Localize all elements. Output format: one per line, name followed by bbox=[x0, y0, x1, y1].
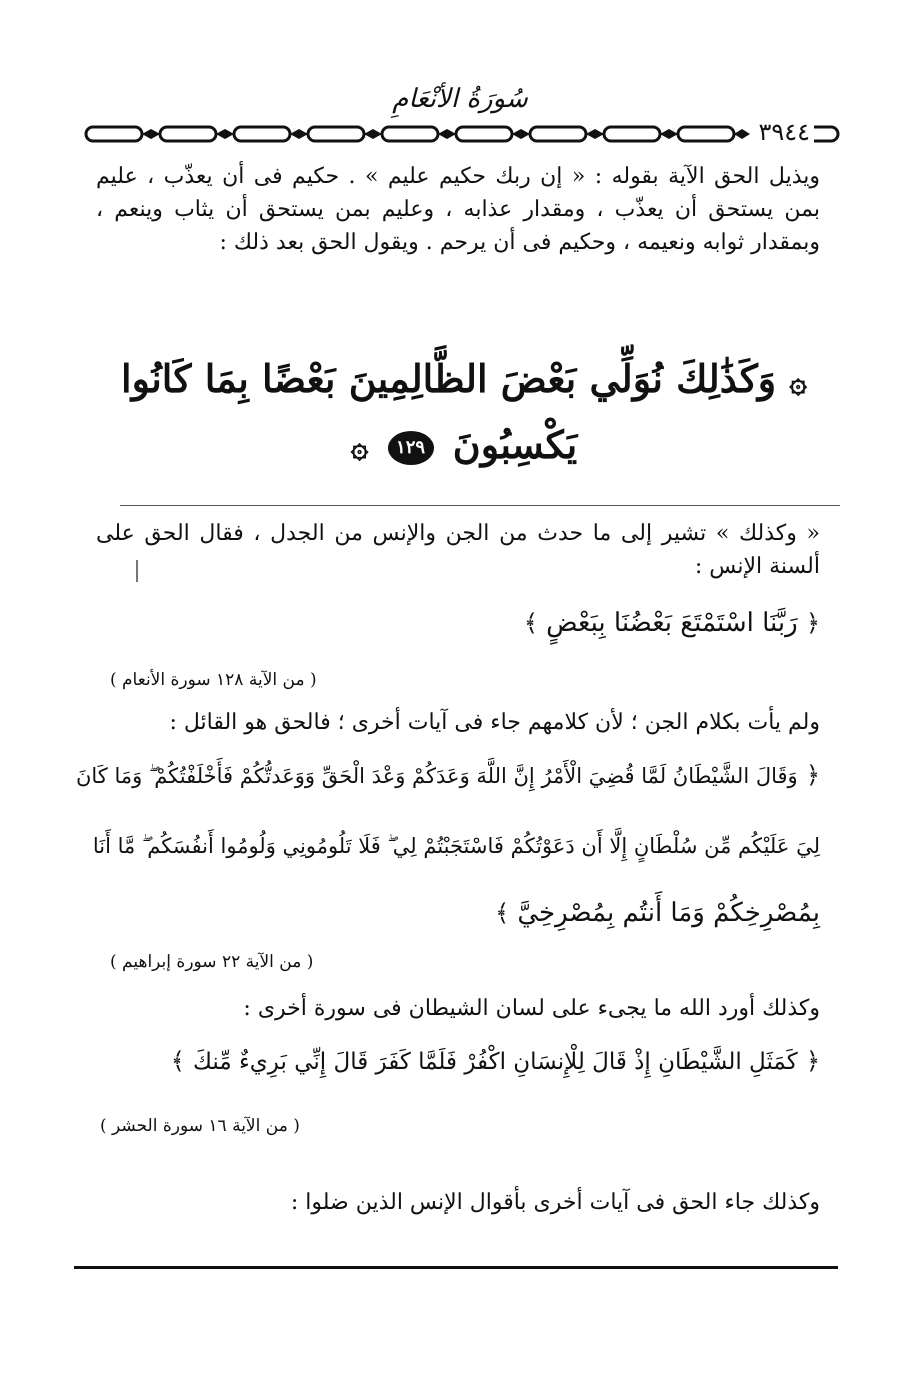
quote-2-line-3 bbox=[495, 898, 820, 928]
page-number: ٣٩٤٤ bbox=[754, 118, 814, 146]
section-divider bbox=[120, 505, 840, 506]
header-ornamental-rule bbox=[82, 122, 842, 146]
intro-paragraph: ويذيل الحق الآية بقوله : « إن ربك حكيم عليم » . حكيم فى أن يعذّب ، عليم بمن يستحق أن يعذّب ، ومقدار عذابه ، وعليم بمن يستحق أن يثاب وينعم ، وبمقدار ثوابه ونعيمه ، وحكيم فى أن يرحم . ويقول الحق بعد ذلك : bbox=[96, 164, 820, 255]
main-verse bbox=[114, 348, 814, 479]
commentary-paragraph-3: وكذلك أورد الله ما يجىء على لسان الشيطان فى سورة أخرى : bbox=[243, 996, 820, 1021]
surah-title: سُورَةُ الأنْعَامِ bbox=[392, 84, 528, 114]
quote-2-line-1-text: وَقَالَ الشَّيْطَانُ لَمَّا قُضِيَ الْأَمْرُ إِنَّ اللَّهَ وَعَدَكُمْ وَعْدَ الْحَقِّ وَوَعَدتُّكُمْ فَأَخْلَفْتُكُمْ ۖ وَمَا كَانَ bbox=[75, 764, 798, 788]
quote-1-reference: ( من الآية ١٢٨ سورة الأنعام ) bbox=[110, 670, 317, 690]
quote-3-reference: ( من الآية ١٦ سورة الحشر ) bbox=[100, 1116, 300, 1136]
commentary-paragraph-4: وكذلك جاء الحق فى آيات أخرى بأقوال الإنس الذين ضلوا : bbox=[290, 1190, 820, 1215]
page-bottom-rule bbox=[74, 1266, 838, 1269]
main-verse-line-1 bbox=[114, 348, 814, 414]
close-brace-icon: ﴾ bbox=[495, 899, 510, 927]
quote-1-text: رَبَّنَا اسْتَمْتَعَ بَعْضُنَا بِبَعْضٍ bbox=[546, 608, 798, 638]
quote-2-reference: ( من الآية ٢٢ سورة إبراهيم ) bbox=[110, 952, 314, 972]
ayah-number-badge: ١٢٩ bbox=[388, 431, 434, 465]
verse-ornament-right-icon: ۞ bbox=[789, 364, 807, 400]
quote-2-line-2 bbox=[93, 830, 820, 860]
close-brace-icon: ﴾ bbox=[170, 1047, 185, 1075]
quote-3-text: كَمَثَلِ الشَّيْطَانِ إِذْ قَالَ لِلْإِنسَانِ اكْفُرْ فَلَمَّا كَفَرَ قَالَ إِنِّي بَرِيءٌ مِّنكَ bbox=[193, 1049, 798, 1075]
main-verse-line-2 bbox=[114, 414, 814, 480]
commentary-paragraph-1: « وكذلك » تشير إلى ما حدث من الجن والإنس من الجدل ، فقال الحق على ألسنة الإنس : bbox=[96, 521, 820, 579]
quote-2-line-2-text: لِيَ عَلَيْكُم مِّن سُلْطَانٍ إِلَّا أَن دَعَوْتُكُمْ فَاسْتَجَبْتُمْ لِي ۖ فَلَا تَلُومُونِي وَلُومُوا أَنفُسَكُم ۖ مَّا أَنَا bbox=[92, 834, 820, 858]
commentary-paragraph-2: ولم يأت بكلام الجن ؛ لأن كلامهم جاء فى آيات أخرى ؛ فالحق هو القائل : bbox=[169, 710, 820, 735]
main-verse-line-1-text: وَكَذَٰلِكَ نُوَلِّي بَعْضَ الظَّالِمِينَ بَعْضًا بِمَا كَانُوا bbox=[121, 356, 777, 401]
verse-ornament-left-icon: ۞ bbox=[350, 430, 369, 465]
margin-mark bbox=[136, 560, 138, 582]
main-verse-line-2-text: يَكْسِبُونَ bbox=[452, 421, 578, 467]
open-brace-icon: ﴿ bbox=[805, 761, 820, 789]
close-brace-icon: ﴾ bbox=[523, 609, 538, 637]
quote-2-line-3-text: بِمُصْرِخِكُمْ وَمَا أَنتُم بِمُصْرِخِيَّ bbox=[517, 898, 820, 928]
quote-2-line-1 bbox=[76, 760, 820, 790]
open-brace-icon: ﴿ bbox=[805, 1047, 820, 1075]
quote-3 bbox=[171, 1046, 820, 1076]
quote-1 bbox=[524, 608, 820, 638]
open-brace-icon: ﴿ bbox=[805, 609, 820, 637]
